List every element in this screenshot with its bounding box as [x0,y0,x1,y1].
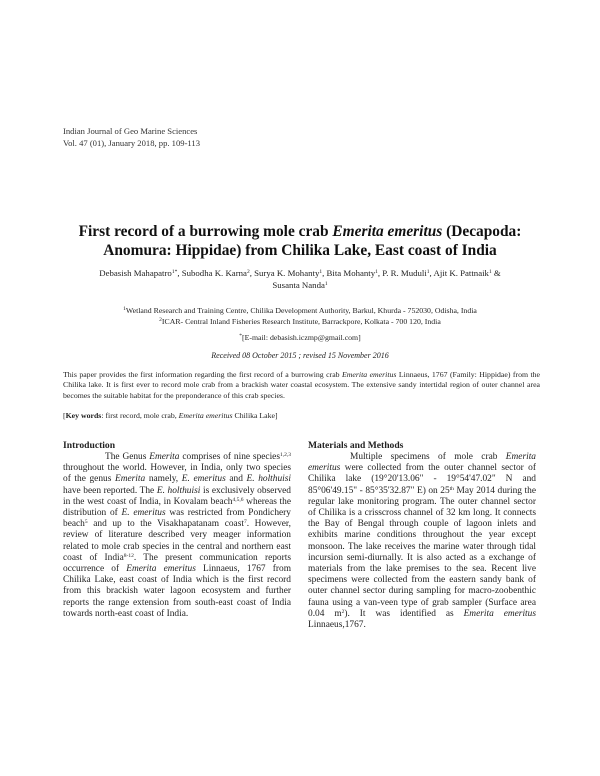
author-list [40,267,560,291]
paper-title [40,222,560,260]
title-species: Emerita emeritus [332,223,443,240]
author: Subodha K. Karna$^2$, [181,268,255,278]
section-heading: Materials and Methods [308,440,404,451]
paragraph: Multiple specimens of mole crab Emerita emeritus were collected from the outer channel sector of Chilika lake (19°20'13.06" - 19°54'47.02" N and 85°06'49.15" - 85°35'32.87" E) on 25th May 2014 during the regular lake monitoring program. The outer channel sector of Chilika is a crisscross channel of 32 km long. It connects the Bay of Bengal through couple of lagoon inlets and exhibits marine conditions throughout the year except monsoon. The lake receives the marine water through tidal incursion semi-diurnally. It is also acted as a exchange of materials from the lake premises to the sea. Recent live specimens were collected from the eastern sandy bank of outer channel sector during sampling for macro-zoobenthic fauna using a van-veen type of grab sampler (Surface area 0.04 $m^2$). It was identified as Emerita emeritus Linnaeus,1767. [308,452,537,631]
affiliation: $^1$Wetland Research and Training Centre, Chilika Development Authority, Barkul, Khurda - 752030, Odisha, India [123,306,477,315]
author: Ajit K. Pattnaik$^1$ & [433,268,501,278]
author: Debasish Mahapatro$^{1*}$, [99,268,182,278]
paragraph: The Genus Emerita comprises of nine species$^{1,2,3}$ throughout the world. However, in India, only two species of the genus Emerita namely, E. emeritus and E. holthuisi have been reported. The E. holthuisi is exclusively observed in the west coast of India, in Kovalam beach$^{4,5,6}$ whereas the distribution of E. emeritus was restricted from Pondichery beach$^5$ and up to the Visakhapatanam coast$^7$. However, review of literature described very meager information related to mole crab species in the central and northern east coast of India$^{8-12}$. The present communication reports occurrence of Emerita emeritus Linnaeus, 1767 from Chilika Lake, east coast of India which is the first record from this brackish water lagoon ecosystem and further reports the range extension from south-east coast of India towards north-east coast of India. [63,452,292,619]
affiliations [40,306,560,327]
journal-header [63,125,200,149]
abstract: This paper provides the first information regarding the first record of a burrowing crab Emerita emeritus Linnaeus, 1767 (Family: Hippidae) from the Chilika lake. It is first ever to record mole crab from a brackish water coastal ecosystem. The extensive sandy intertidal region of outer channel area becomes the suitable habitat for the preponderance of this crab species. [63,370,541,400]
contact-email: *[E-mail: debasish.iczmp@gmail.com] [239,333,361,342]
author: Susanta Nanda$^1$ [272,280,328,290]
author: P. R. Muduli$^1$, [382,268,434,278]
journal-name: Indian Journal of Geo Marine Sciences [63,126,198,136]
section-heading: Introduction [63,440,116,451]
title-text-3: Anomura: Hippidae) from Chilika Lake, East coast of India [103,242,497,259]
keywords: [Key words: first record, mole crab, Emerita emeritus Chilika Lake] [63,411,278,420]
methods-section [308,440,536,631]
author: Bita Mohanty$^1$, [326,268,383,278]
received-dates: Received 08 October 2015 ; revised 15 November 2016 [211,351,389,360]
introduction-section [63,440,291,620]
journal-volume: Vol. 47 (01), January 2018, pp. 109-113 [63,138,201,148]
affiliation: $^2$ICAR- Central Inland Fisheries Research Institute, Barrackpore, Kolkata - 700 120, India [159,316,441,326]
author: Surya K. Mohanty$^1$, [254,268,327,278]
title-text-2: (Decapoda: [442,223,522,240]
title-text-1: First record of a burrowing mole crab [78,223,333,240]
